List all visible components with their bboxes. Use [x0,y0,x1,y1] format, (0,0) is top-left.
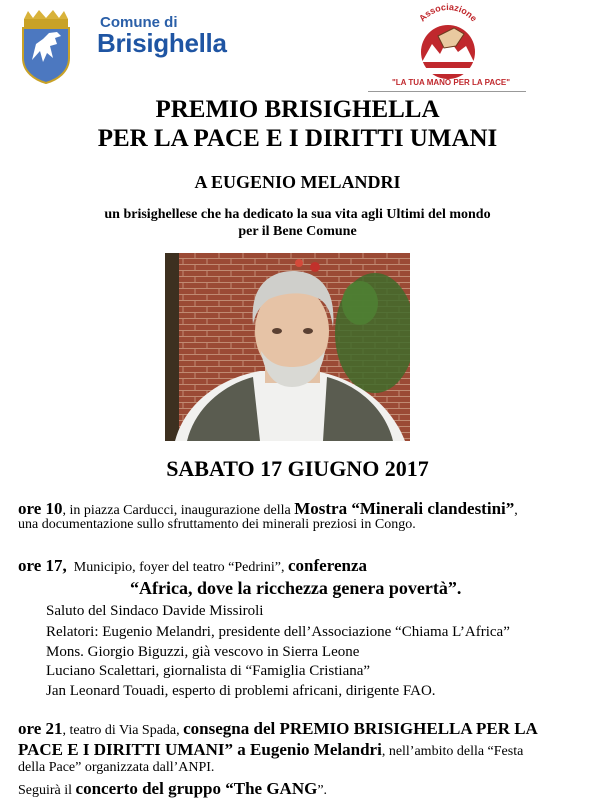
event-21-award-part2: PACE E I DIRITTI UMANI” a Eugenio Melandri [18,740,382,759]
event-21-venue: , teatro di Via Spada, [62,723,184,738]
event-10-text: , in piazza Carducci, inaugurazione della [62,503,295,518]
page-title-line2: PER LA PACE E I DIRITTI UMANI [97,125,498,152]
event-10-line1 [18,499,518,519]
event-21-follow: Seguirà il [18,783,76,798]
comune-name: Brisighella [97,28,227,58]
speaker-line: Mons. Giorgio Biguzzi, già vescovo in Sierra Leone [46,644,360,660]
event-21-line2 [18,740,523,760]
subtitle-line2: per il Bene Comune [238,224,357,239]
event-17-venue: Municipio, foyer del teatro “Pedrini”, [66,560,289,575]
event-10-comma: , [514,503,518,518]
event-21-line3: della Pace” organizzata dall’ANPI. [18,760,215,775]
association-arc-text: Associazione [417,2,480,24]
honoree-heading: A EUGENIO MELANDRI [194,172,401,192]
conference-title: “Africa, dove la ricchezza genera povertà”. [130,578,462,598]
event-21-time: ore 21 [18,719,63,738]
event-21-context: , nell’ambito della “Festa [381,744,524,759]
event-10-exhibition: Mostra “Minerali clandestini” [294,499,515,518]
speaker-line: Saluto del Sindaco Davide Missiroli [46,603,264,619]
comune-crest-logo [19,10,73,84]
event-21-line1 [18,719,538,739]
event-17-time: ore 17, [18,556,67,575]
association-motto: "LA TUA MANO PER LA PACE" [391,78,511,87]
speaker-line: Jan Leonard Touadi, esperto di problemi africani, dirigente FAO. [46,683,436,699]
event-21-end: ”. [317,783,328,798]
event-21-award-part1: consegna del PREMIO BRISIGHELLA PER LA [183,719,538,738]
svg-text:Associazione [417,2,479,23]
comune-label: Comune di [100,14,178,31]
event-17-conference-label: conferenza [288,556,368,575]
event-10-description: una documentazione sullo sfruttamento dei minerali preziosi in Congo. [18,517,416,532]
association-logo [398,2,498,80]
event-17-line1 [18,556,367,576]
event-date: SABATO 17 GIUGNO 2017 [166,456,429,481]
event-21-line4 [18,779,327,799]
portrait-photo [165,253,410,441]
event-10-time: ore 10 [18,499,63,518]
concert-label: concerto del gruppo “The GANG [75,779,318,798]
speaker-line: Relatori: Eugenio Melandri, presidente dell’Associazione “Chiama L’Africa” [46,624,510,640]
speaker-line: Luciano Scalettari, giornalista di “Famiglia Cristiana” [46,663,371,679]
subtitle-line1: un brisighellese che ha dedicato la sua vita agli Ultimi del mondo [104,207,491,222]
page-title-line1: PREMIO BRISIGHELLA [155,96,440,123]
crown-icon [24,10,68,27]
header-divider [368,91,526,92]
